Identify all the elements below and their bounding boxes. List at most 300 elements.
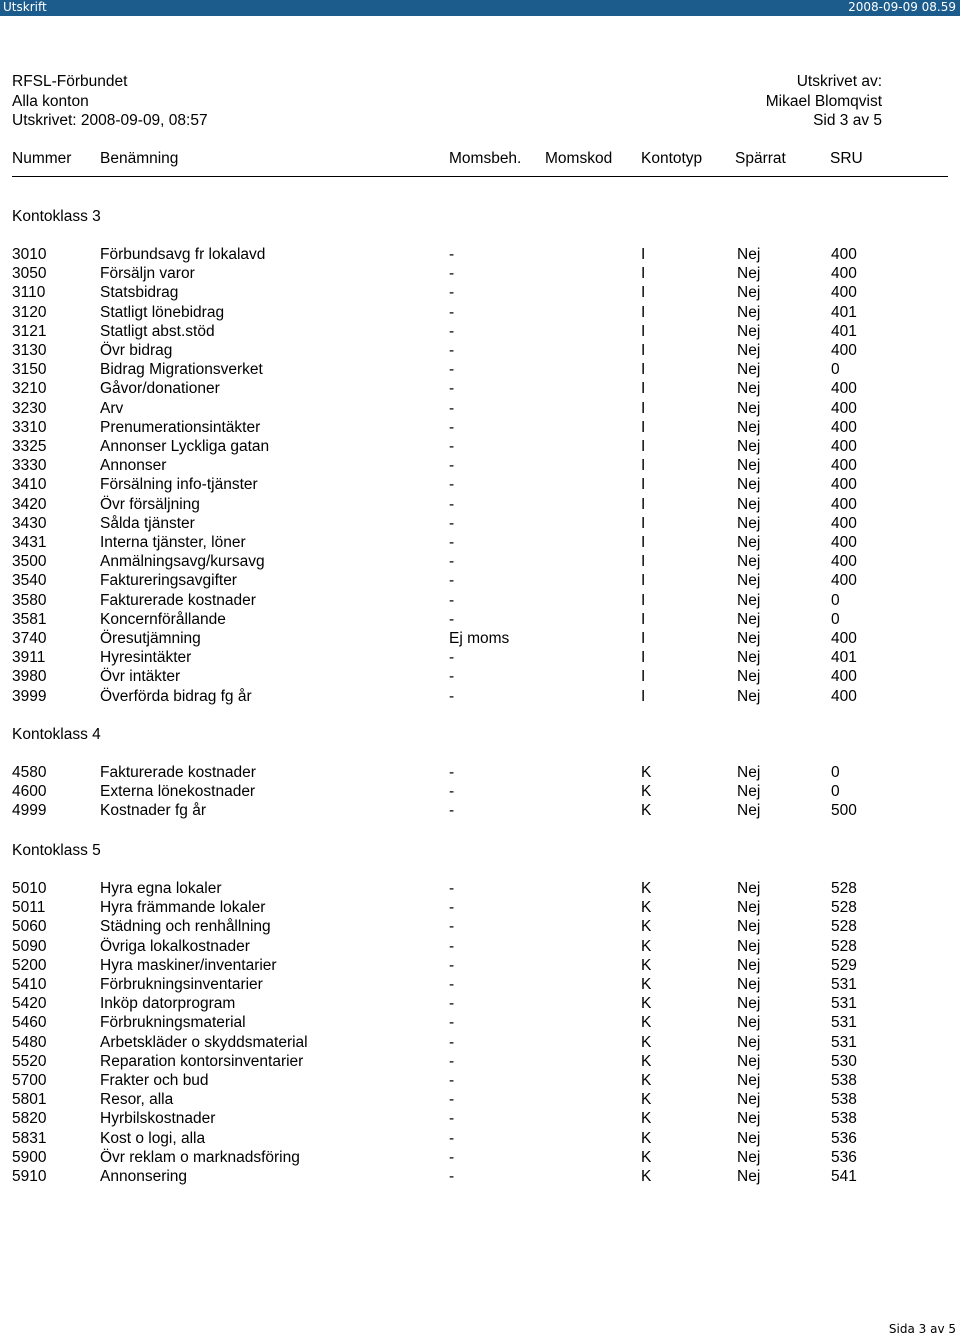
account-number: 3210 bbox=[12, 380, 47, 398]
vat-handling: - bbox=[449, 284, 455, 302]
table-row bbox=[0, 553, 960, 572]
blocked: Nej bbox=[737, 534, 761, 551]
account-type: K bbox=[641, 783, 652, 801]
table-row bbox=[0, 438, 960, 457]
vat-handling: - bbox=[449, 572, 455, 590]
account-number: 5520 bbox=[12, 1052, 47, 1070]
sru-code: 0 bbox=[831, 591, 840, 609]
table-row bbox=[0, 1053, 960, 1072]
account-number: 4580 bbox=[12, 764, 47, 781]
blocked: Nej bbox=[737, 976, 761, 993]
vat-handling: - bbox=[449, 995, 455, 1013]
account-name: Statsbidrag bbox=[100, 284, 179, 302]
account-number: 3150 bbox=[12, 361, 47, 379]
account-name: Förbrukningsmaterial bbox=[100, 1014, 246, 1032]
account-type: I bbox=[641, 246, 646, 263]
table-row bbox=[0, 783, 960, 802]
account-name: Statligt lönebidrag bbox=[100, 303, 225, 321]
sru-code: 400 bbox=[831, 265, 857, 283]
table-row bbox=[0, 342, 960, 361]
account-type: I bbox=[641, 495, 646, 513]
sru-code: 400 bbox=[831, 534, 857, 551]
vat-handling: - bbox=[449, 361, 455, 379]
account-number: 3431 bbox=[12, 534, 47, 551]
sru-code: 528 bbox=[831, 918, 857, 936]
account-name: Externa lönekostnader bbox=[100, 783, 256, 801]
account-type: I bbox=[641, 380, 646, 398]
account-name: Annonser Lyckliga gatan bbox=[100, 438, 270, 455]
table-row bbox=[0, 1130, 960, 1149]
blocked: Nej bbox=[737, 918, 761, 936]
sru-code: 400 bbox=[831, 630, 857, 647]
column-headers bbox=[0, 150, 960, 170]
account-name: Städning och renhållning bbox=[100, 918, 271, 936]
account-number: 3121 bbox=[12, 322, 47, 340]
section-title: Kontoklass 4 bbox=[12, 726, 101, 743]
blocked: Nej bbox=[737, 899, 761, 917]
account-number: 3430 bbox=[12, 514, 47, 532]
account-number: 3325 bbox=[12, 438, 47, 455]
sru-code: 531 bbox=[831, 995, 857, 1013]
account-name: Övr försäljning bbox=[100, 495, 200, 513]
blocked: Nej bbox=[737, 1091, 761, 1109]
account-type: I bbox=[641, 438, 646, 455]
sru-code: 400 bbox=[831, 572, 857, 590]
blocked: Nej bbox=[737, 438, 761, 455]
account-type: K bbox=[641, 764, 652, 781]
account-number: 5820 bbox=[12, 1110, 47, 1128]
account-type: I bbox=[641, 610, 646, 628]
table-row bbox=[0, 284, 960, 303]
col-kontotyp: Kontotyp bbox=[641, 150, 703, 167]
col-momskod: Momskod bbox=[545, 150, 613, 167]
vat-handling: - bbox=[449, 1072, 455, 1089]
vat-handling: - bbox=[449, 1033, 455, 1051]
blocked: Nej bbox=[737, 764, 761, 781]
blocked: Nej bbox=[737, 457, 761, 475]
sru-code: 400 bbox=[831, 476, 857, 494]
vat-handling: - bbox=[449, 553, 455, 571]
table-row bbox=[0, 1072, 960, 1091]
account-name: Övr intäkter bbox=[100, 668, 181, 686]
account-type: K bbox=[641, 880, 652, 897]
account-number: 3050 bbox=[12, 265, 47, 283]
vat-handling: - bbox=[449, 514, 455, 532]
account-type: I bbox=[641, 649, 646, 667]
sru-code: 530 bbox=[831, 1052, 857, 1070]
print-label: Utskrift bbox=[3, 0, 47, 14]
blocked: Nej bbox=[737, 553, 761, 571]
sru-code: 536 bbox=[831, 1148, 857, 1166]
account-type: K bbox=[641, 1168, 652, 1185]
account-number: 5011 bbox=[12, 899, 46, 917]
print-header-bar bbox=[0, 0, 960, 16]
blocked: Nej bbox=[737, 687, 761, 705]
blocked: Nej bbox=[737, 1110, 761, 1128]
table-row bbox=[0, 1149, 960, 1168]
account-name: Hyrbilskostnader bbox=[100, 1110, 216, 1128]
blocked: Nej bbox=[737, 514, 761, 532]
account-name: Arbetskläder o skyddsmaterial bbox=[100, 1033, 308, 1051]
blocked: Nej bbox=[737, 937, 761, 955]
sru-code: 0 bbox=[831, 610, 840, 628]
sru-code: 528 bbox=[831, 899, 857, 917]
sru-code: 400 bbox=[831, 418, 857, 436]
sru-code: 400 bbox=[831, 457, 857, 475]
blocked: Nej bbox=[737, 1168, 761, 1185]
account-number: 3740 bbox=[12, 630, 47, 647]
table-row bbox=[0, 304, 960, 323]
vat-handling: - bbox=[449, 687, 455, 705]
vat-handling: - bbox=[449, 495, 455, 513]
blocked: Nej bbox=[737, 630, 761, 647]
table-row bbox=[0, 880, 960, 899]
account-type: I bbox=[641, 687, 646, 705]
vat-handling: - bbox=[449, 591, 455, 609]
account-number: 3540 bbox=[12, 572, 47, 590]
account-number: 5460 bbox=[12, 1014, 47, 1032]
printed-date: Utskrivet: 2008-09-09, 08:57 bbox=[12, 112, 208, 129]
account-number: 5420 bbox=[12, 995, 47, 1013]
blocked: Nej bbox=[737, 495, 761, 513]
col-sparrat: Spärrat bbox=[735, 150, 786, 167]
account-name: Annonsering bbox=[100, 1168, 188, 1185]
account-type: I bbox=[641, 553, 646, 571]
account-name: Inköp datorprogram bbox=[100, 995, 236, 1013]
account-name: Hyresintäkter bbox=[100, 649, 192, 667]
vat-handling: - bbox=[449, 610, 455, 628]
blocked: Nej bbox=[737, 610, 761, 628]
sru-code: 400 bbox=[831, 380, 857, 398]
sru-code: 401 bbox=[831, 322, 857, 340]
account-name: Fakturerade kostnader bbox=[100, 591, 256, 609]
blocked: Nej bbox=[737, 880, 761, 897]
table-row bbox=[0, 957, 960, 976]
sru-code: 528 bbox=[831, 880, 857, 897]
account-number: 3581 bbox=[12, 610, 47, 628]
vat-handling: - bbox=[449, 380, 455, 398]
page-indicator: Sid 3 av 5 bbox=[813, 112, 882, 129]
blocked: Nej bbox=[737, 303, 761, 321]
table-row bbox=[0, 688, 960, 707]
vat-handling: - bbox=[449, 880, 455, 897]
account-name: Försäljn varor bbox=[100, 265, 195, 283]
table-row bbox=[0, 476, 960, 495]
account-name: Överförda bidrag fg år bbox=[100, 687, 252, 705]
account-name: Sålda tjänster bbox=[100, 514, 195, 532]
account-number: 4999 bbox=[12, 802, 47, 820]
table-row bbox=[0, 265, 960, 284]
vat-handling: - bbox=[449, 956, 455, 974]
blocked: Nej bbox=[737, 956, 761, 974]
sru-code: 538 bbox=[831, 1110, 857, 1128]
account-name: Förbrukningsinventarier bbox=[100, 976, 263, 993]
account-name: Kostnader fg år bbox=[100, 802, 206, 820]
sru-code: 400 bbox=[831, 687, 857, 705]
printed-by-name: Mikael Blomqvist bbox=[765, 92, 882, 110]
account-number: 5060 bbox=[12, 918, 47, 936]
blocked: Nej bbox=[737, 284, 761, 302]
col-sru: SRU bbox=[830, 150, 863, 167]
vat-handling: - bbox=[449, 418, 455, 436]
table-row bbox=[0, 400, 960, 419]
account-number: 3580 bbox=[12, 591, 47, 609]
blocked: Nej bbox=[737, 668, 761, 686]
account-type: I bbox=[641, 457, 646, 475]
blocked: Nej bbox=[737, 1052, 761, 1070]
account-type: I bbox=[641, 265, 646, 283]
account-type: K bbox=[641, 1072, 652, 1089]
blocked: Nej bbox=[737, 802, 761, 820]
account-number: 3010 bbox=[12, 246, 47, 263]
account-number: 3130 bbox=[12, 342, 47, 359]
blocked: Nej bbox=[737, 322, 761, 340]
table-row bbox=[0, 995, 960, 1014]
vat-handling: - bbox=[449, 1052, 455, 1070]
sru-code: 400 bbox=[831, 342, 857, 359]
sru-code: 400 bbox=[831, 668, 857, 686]
account-type: K bbox=[641, 1052, 652, 1070]
table-row bbox=[0, 419, 960, 438]
vat-handling: - bbox=[449, 937, 455, 955]
account-number: 3420 bbox=[12, 495, 47, 513]
account-number: 5090 bbox=[12, 937, 47, 955]
sru-code: 400 bbox=[831, 399, 857, 417]
blocked: Nej bbox=[737, 246, 761, 263]
sru-code: 0 bbox=[831, 361, 840, 379]
account-number: 3980 bbox=[12, 668, 47, 686]
table-row bbox=[0, 323, 960, 342]
vat-handling: - bbox=[449, 1014, 455, 1032]
account-name: Försälning info-tjänster bbox=[100, 476, 258, 494]
vat-handling: - bbox=[449, 303, 455, 321]
account-name: Koncernförållande bbox=[100, 610, 226, 628]
printed-by-label: Utskrivet av: bbox=[796, 73, 882, 90]
table-row bbox=[0, 496, 960, 515]
table-row bbox=[0, 592, 960, 611]
vat-handling: - bbox=[449, 476, 455, 494]
vat-handling: - bbox=[449, 342, 455, 359]
table-row bbox=[0, 802, 960, 821]
account-type: K bbox=[641, 995, 652, 1013]
account-name: Kost o logi, alla bbox=[100, 1129, 206, 1147]
vat-handling: - bbox=[449, 1148, 455, 1166]
account-name: Arv bbox=[100, 399, 124, 417]
sru-code: 400 bbox=[831, 495, 857, 513]
account-type: K bbox=[641, 1148, 652, 1166]
sru-code: 401 bbox=[831, 303, 857, 321]
account-type: I bbox=[641, 399, 646, 417]
blocked: Nej bbox=[737, 995, 761, 1013]
account-number: 5910 bbox=[12, 1168, 47, 1185]
sru-code: 541 bbox=[831, 1168, 857, 1185]
account-name: Hyra maskiner/inventarier bbox=[100, 956, 277, 974]
print-datetime: 2008-09-09 08.59 bbox=[848, 0, 956, 14]
col-benamning: Benämning bbox=[100, 150, 179, 167]
blocked: Nej bbox=[737, 1033, 761, 1051]
account-name: Öresutjämning bbox=[100, 630, 201, 647]
vat-handling: - bbox=[449, 265, 455, 283]
sru-code: 401 bbox=[831, 649, 857, 667]
vat-handling: - bbox=[449, 649, 455, 667]
table-row bbox=[0, 246, 960, 265]
sru-code: 0 bbox=[831, 783, 840, 801]
col-momsbeh: Momsbeh. bbox=[449, 150, 522, 167]
table-row bbox=[0, 611, 960, 630]
vat-handling: - bbox=[449, 1168, 455, 1185]
account-type: I bbox=[641, 514, 646, 532]
sru-code: 531 bbox=[831, 1014, 857, 1032]
account-type: K bbox=[641, 976, 652, 993]
account-type: K bbox=[641, 956, 652, 974]
table-row bbox=[0, 938, 960, 957]
vat-handling: - bbox=[449, 918, 455, 936]
sru-code: 531 bbox=[831, 976, 857, 993]
account-type: K bbox=[641, 1129, 652, 1147]
report-scope: Alla konton bbox=[12, 92, 89, 110]
account-number: 3999 bbox=[12, 687, 47, 705]
account-number: 3410 bbox=[12, 476, 47, 494]
account-number: 5010 bbox=[12, 880, 47, 897]
account-name: Hyra främmande lokaler bbox=[100, 899, 266, 917]
account-number: 3911 bbox=[12, 649, 46, 667]
vat-handling: - bbox=[449, 1110, 455, 1128]
vat-handling: - bbox=[449, 899, 455, 917]
account-type: I bbox=[641, 591, 646, 609]
table-row bbox=[0, 1014, 960, 1033]
account-number: 3330 bbox=[12, 457, 47, 475]
table-row bbox=[0, 1110, 960, 1129]
account-type: K bbox=[641, 899, 652, 917]
account-number: 4600 bbox=[12, 783, 47, 801]
account-number: 5410 bbox=[12, 976, 47, 993]
table-row bbox=[0, 457, 960, 476]
blocked: Nej bbox=[737, 1014, 761, 1032]
account-type: I bbox=[641, 418, 646, 436]
account-number: 5900 bbox=[12, 1148, 47, 1166]
vat-handling: - bbox=[449, 438, 455, 455]
vat-handling: - bbox=[449, 1091, 455, 1109]
col-nummer: Nummer bbox=[12, 150, 72, 167]
account-number: 5801 bbox=[12, 1091, 47, 1109]
account-number: 3310 bbox=[12, 418, 47, 436]
blocked: Nej bbox=[737, 1072, 761, 1089]
vat-handling: - bbox=[449, 399, 455, 417]
table-row bbox=[0, 976, 960, 995]
account-name: Faktureringsavgifter bbox=[100, 572, 237, 590]
sru-code: 536 bbox=[831, 1129, 857, 1147]
vat-handling: - bbox=[449, 534, 455, 551]
table-row bbox=[0, 918, 960, 937]
account-type: I bbox=[641, 476, 646, 494]
account-name: Gåvor/donationer bbox=[100, 380, 220, 398]
account-number: 5831 bbox=[12, 1129, 47, 1147]
vat-handling: - bbox=[449, 783, 455, 801]
vat-handling: Ej moms bbox=[449, 630, 510, 647]
sru-code: 0 bbox=[831, 764, 840, 781]
account-type: I bbox=[641, 303, 646, 321]
account-number: 3230 bbox=[12, 399, 47, 417]
table-row bbox=[0, 1034, 960, 1053]
sru-code: 538 bbox=[831, 1072, 857, 1089]
sru-code: 400 bbox=[831, 514, 857, 532]
account-type: I bbox=[641, 534, 646, 551]
account-name: Frakter och bud bbox=[100, 1072, 209, 1089]
account-type: I bbox=[641, 361, 646, 379]
table-row bbox=[0, 361, 960, 380]
table-row bbox=[0, 534, 960, 553]
header-right bbox=[766, 72, 882, 131]
sru-code: 500 bbox=[831, 802, 857, 820]
account-type: I bbox=[641, 342, 646, 359]
account-name: Hyra egna lokaler bbox=[100, 880, 222, 897]
report-header bbox=[12, 72, 948, 131]
table-row bbox=[0, 899, 960, 918]
table-row bbox=[0, 1168, 960, 1187]
account-number: 5200 bbox=[12, 956, 47, 974]
vat-handling: - bbox=[449, 457, 455, 475]
table-row bbox=[0, 630, 960, 649]
sru-code: 400 bbox=[831, 284, 857, 302]
blocked: Nej bbox=[737, 399, 761, 417]
account-type: I bbox=[641, 630, 646, 647]
account-type: K bbox=[641, 1110, 652, 1128]
account-number: 3110 bbox=[12, 284, 46, 302]
account-type: K bbox=[641, 918, 652, 936]
section-title: Kontoklass 3 bbox=[12, 208, 101, 225]
blocked: Nej bbox=[737, 265, 761, 283]
sru-code: 528 bbox=[831, 937, 857, 955]
blocked: Nej bbox=[737, 361, 761, 379]
account-type: K bbox=[641, 1091, 652, 1109]
table-row bbox=[0, 668, 960, 687]
sru-code: 529 bbox=[831, 956, 857, 974]
sru-code: 400 bbox=[831, 553, 857, 571]
table-row bbox=[0, 572, 960, 591]
account-name: Övr bidrag bbox=[100, 342, 173, 359]
blocked: Nej bbox=[737, 476, 761, 494]
table-row bbox=[0, 380, 960, 399]
sru-code: 538 bbox=[831, 1091, 857, 1109]
account-type: K bbox=[641, 802, 652, 820]
account-type: I bbox=[641, 572, 646, 590]
account-name: Resor, alla bbox=[100, 1091, 174, 1109]
account-name: Prenumerationsintäkter bbox=[100, 418, 261, 436]
blocked: Nej bbox=[737, 1148, 761, 1166]
account-type: K bbox=[641, 937, 652, 955]
vat-handling: - bbox=[449, 1129, 455, 1147]
account-name: Statligt abst.stöd bbox=[100, 322, 215, 340]
account-name: Anmälningsavg/kursavg bbox=[100, 553, 265, 571]
account-type: I bbox=[641, 668, 646, 686]
account-name: Övriga lokalkostnader bbox=[100, 937, 250, 955]
vat-handling: - bbox=[449, 802, 455, 820]
account-type: I bbox=[641, 284, 646, 302]
account-type: K bbox=[641, 1014, 652, 1032]
blocked: Nej bbox=[737, 418, 761, 436]
account-type: K bbox=[641, 1033, 652, 1051]
sru-code: 531 bbox=[831, 1033, 857, 1051]
account-name: Annonser bbox=[100, 457, 167, 475]
account-number: 3500 bbox=[12, 553, 47, 571]
org-name: RFSL-Förbundet bbox=[12, 73, 128, 90]
account-type: I bbox=[641, 322, 646, 340]
blocked: Nej bbox=[737, 380, 761, 398]
sru-code: 400 bbox=[831, 438, 857, 455]
blocked: Nej bbox=[737, 572, 761, 590]
table-row bbox=[0, 515, 960, 534]
account-name: Fakturerade kostnader bbox=[100, 764, 256, 781]
